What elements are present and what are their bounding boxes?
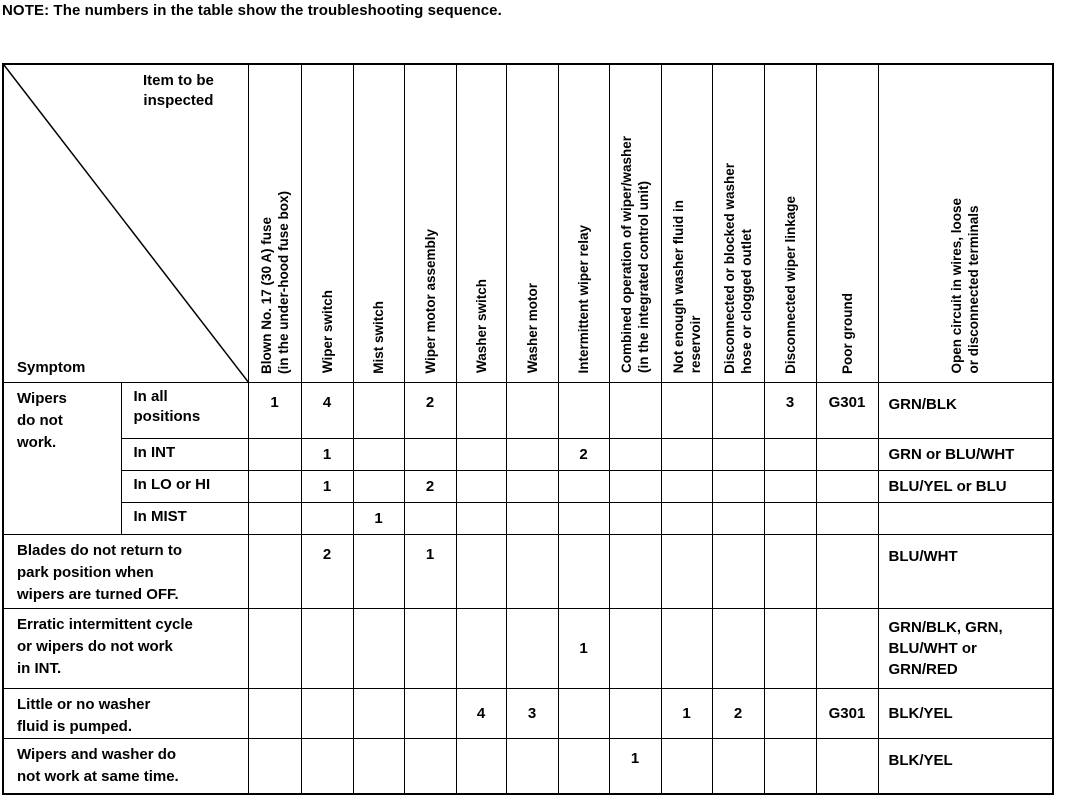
sequence-cell [661, 608, 712, 688]
column-header [404, 64, 456, 382]
sequence-cell [558, 502, 609, 534]
column-header [506, 64, 558, 382]
symptom-cell: Erratic intermittent cycle or wipers do not work in INT. [3, 608, 248, 688]
sequence-cell [712, 738, 764, 794]
sequence-cell [248, 502, 301, 534]
sub-symptom-cell: In all positions [121, 382, 248, 438]
sequence-cell [764, 688, 816, 738]
sequence-cell [301, 608, 353, 688]
column-header-label: Washer motor [524, 283, 540, 374]
table-row [3, 502, 1053, 534]
sequence-cell: 1 [609, 738, 661, 794]
sequence-cell [456, 502, 506, 534]
sequence-cell: 1 [558, 608, 609, 688]
column-header-label: Washer switch [473, 279, 489, 374]
column-header [558, 64, 609, 382]
sequence-cell: 2 [404, 382, 456, 438]
sequence-cell: 1 [301, 470, 353, 502]
sequence-cell [404, 608, 456, 688]
symptom-cell: Blades do not return to park position when wipers are turned OFF. [3, 534, 248, 608]
sequence-cell [816, 470, 878, 502]
column-header [878, 64, 1053, 382]
sequence-cell [353, 382, 404, 438]
column-header-label: Wiper motor assembly [422, 228, 438, 374]
sequence-cell [404, 502, 456, 534]
sequence-cell: 2 [558, 438, 609, 470]
sequence-cell [609, 688, 661, 738]
sequence-cell [404, 688, 456, 738]
sequence-cell [609, 534, 661, 608]
item-label-line-2: inspected [143, 92, 214, 109]
diagonal-divider [4, 65, 248, 382]
sequence-cell [248, 688, 301, 738]
sequence-cell [353, 738, 404, 794]
sequence-cell [609, 608, 661, 688]
column-header-label: Not enough washer fluid in reservoir [670, 200, 703, 374]
sequence-cell: 1 [301, 438, 353, 470]
wire-color-cell: GRN or BLU/WHT [878, 438, 1053, 470]
sequence-cell [456, 608, 506, 688]
table-corner-header [3, 64, 248, 382]
column-header-label: Disconnected wiper linkage [782, 195, 798, 374]
sequence-cell [248, 738, 301, 794]
sequence-cell [712, 382, 764, 438]
sub-symptom-cell: In LO or HI [121, 470, 248, 502]
sequence-cell [661, 502, 712, 534]
sequence-cell [764, 438, 816, 470]
sequence-cell [558, 738, 609, 794]
table-row [3, 438, 1053, 470]
column-header-label: Blown No. 17 (30 A) fuse (in the under-hood fuse box) [258, 190, 291, 374]
sequence-cell [712, 470, 764, 502]
sequence-cell [661, 738, 712, 794]
sequence-cell [609, 470, 661, 502]
sequence-cell [764, 502, 816, 534]
sequence-cell: 2 [404, 470, 456, 502]
sequence-cell [353, 438, 404, 470]
sequence-cell [661, 470, 712, 502]
sequence-cell [558, 534, 609, 608]
sequence-cell: 1 [248, 382, 301, 438]
sequence-cell [712, 438, 764, 470]
sequence-cell [301, 502, 353, 534]
sequence-cell [353, 534, 404, 608]
column-header-label: Wiper switch [319, 290, 335, 374]
column-header [609, 64, 661, 382]
column-header [353, 64, 404, 382]
sequence-cell [456, 470, 506, 502]
wire-color-cell [878, 502, 1053, 534]
column-header-label: Intermittent wiper relay [576, 224, 591, 374]
sequence-cell [248, 608, 301, 688]
sequence-cell [506, 534, 558, 608]
sequence-cell [712, 608, 764, 688]
sub-symptom-cell: In MIST [121, 502, 248, 534]
sequence-cell: 3 [506, 688, 558, 738]
sequence-cell [816, 738, 878, 794]
table-row [3, 608, 1053, 688]
sequence-cell: 2 [301, 534, 353, 608]
sequence-cell [456, 382, 506, 438]
sequence-cell [764, 738, 816, 794]
symptom-cell: Little or no washer fluid is pumped. [3, 688, 248, 738]
wire-color-cell: BLU/YEL or BLU [878, 470, 1053, 502]
table-row [3, 382, 1053, 438]
wire-color-cell: GRN/BLK [878, 382, 1053, 438]
sequence-cell [353, 688, 404, 738]
item-label-line-1: Item to be [143, 72, 214, 89]
sequence-cell: 4 [301, 382, 353, 438]
wire-color-cell: BLK/YEL [878, 688, 1053, 738]
table-row [3, 738, 1053, 794]
sequence-cell [816, 438, 878, 470]
sequence-cell: G301 [816, 382, 878, 438]
column-header [816, 64, 878, 382]
wire-color-cell: BLU/WHT [878, 534, 1053, 608]
sequence-cell: 4 [456, 688, 506, 738]
sequence-cell [609, 438, 661, 470]
column-header [248, 64, 301, 382]
column-header [301, 64, 353, 382]
sequence-cell [816, 534, 878, 608]
troubleshooting-table [2, 63, 1054, 795]
sequence-cell [816, 608, 878, 688]
sequence-cell [353, 470, 404, 502]
column-header-label: Open circuit in wires, loose or disconnected terminals [949, 197, 982, 374]
sequence-cell [404, 738, 456, 794]
sequence-cell [661, 534, 712, 608]
sequence-cell [248, 438, 301, 470]
column-header [456, 64, 506, 382]
column-header-label: Combined operation of wiper/washer (in the integrated control unit) [619, 136, 651, 374]
symptom-label: Symptom [17, 358, 86, 376]
item-to-be-inspected-label [143, 71, 214, 111]
sequence-cell [456, 534, 506, 608]
sequence-cell: 1 [404, 534, 456, 608]
sequence-cell: 1 [353, 502, 404, 534]
sequence-cell [764, 470, 816, 502]
sequence-cell [506, 502, 558, 534]
sequence-cell [816, 502, 878, 534]
table-row [3, 688, 1053, 738]
symptom-cell: Wipers do not work. [3, 382, 121, 534]
table-row [3, 534, 1053, 608]
sequence-cell [712, 502, 764, 534]
sequence-cell [301, 738, 353, 794]
column-header-label: Poor ground [839, 292, 855, 374]
sequence-cell [404, 438, 456, 470]
sequence-cell [764, 534, 816, 608]
sequence-cell [609, 502, 661, 534]
sequence-cell [661, 438, 712, 470]
column-header [764, 64, 816, 382]
sequence-cell [301, 688, 353, 738]
sequence-cell [353, 608, 404, 688]
sequence-cell [506, 738, 558, 794]
symptom-cell: Wipers and washer do not work at same time. [3, 738, 248, 794]
sequence-cell: 3 [764, 382, 816, 438]
sequence-cell [456, 438, 506, 470]
column-header [661, 64, 712, 382]
column-header [712, 64, 764, 382]
table-row [3, 470, 1053, 502]
sequence-cell [506, 608, 558, 688]
page-note: NOTE: The numbers in the table show the troubleshooting sequence. [2, 2, 502, 19]
sequence-cell [506, 382, 558, 438]
sequence-cell: G301 [816, 688, 878, 738]
sequence-cell: 2 [712, 688, 764, 738]
wire-color-cell: GRN/BLK, GRN, BLU/WHT or GRN/RED [878, 608, 1053, 688]
sequence-cell [764, 608, 816, 688]
sequence-cell [506, 438, 558, 470]
sequence-cell [712, 534, 764, 608]
sequence-cell [609, 382, 661, 438]
sequence-cell [558, 688, 609, 738]
column-header-label: Disconnected or blocked washer hose or clogged outlet [722, 162, 754, 374]
sequence-cell [506, 470, 558, 502]
sequence-cell [558, 470, 609, 502]
sequence-cell [661, 382, 712, 438]
column-header-label: Mist switch [371, 300, 386, 374]
sequence-cell [248, 534, 301, 608]
sequence-cell [456, 738, 506, 794]
sequence-cell [248, 470, 301, 502]
sub-symptom-cell: In INT [121, 438, 248, 470]
sequence-cell: 1 [661, 688, 712, 738]
wire-color-cell: BLK/YEL [878, 738, 1053, 794]
sequence-cell [558, 382, 609, 438]
